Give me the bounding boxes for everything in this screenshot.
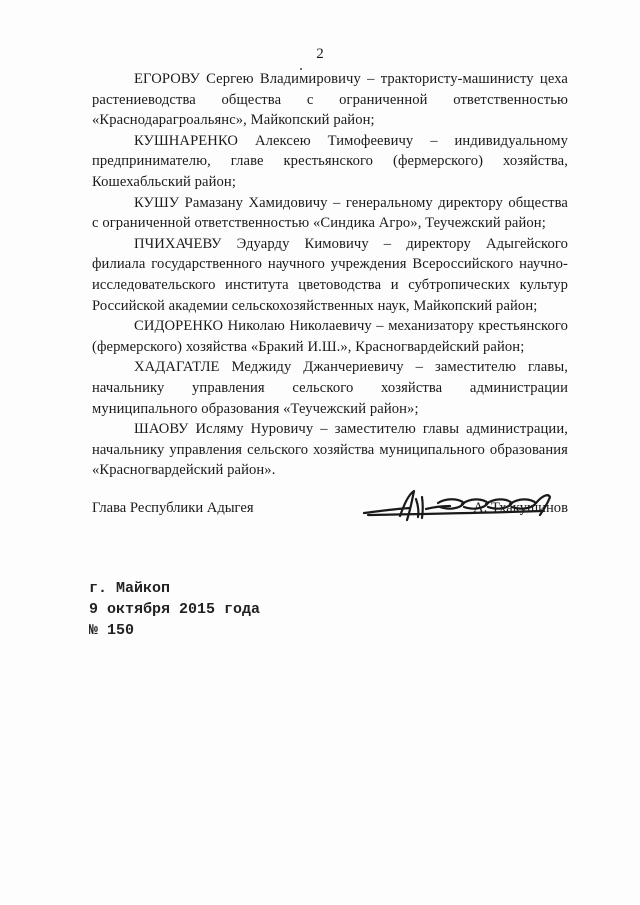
award-paragraph: КУШУ Рамазану Хамидовичу – генеральному директору общества с ограниченной ответственностью «Синдика Агро», Теучежский район;: [92, 194, 568, 232]
signatory-name: А. Тхакушинов: [473, 500, 568, 516]
award-paragraph: ПЧИХАЧЕВУ Эдуарду Кимовичу – директору Адыгейского филиала государственного научного учреждения Всероссийского научно-исследовательского института цветоводства и субтропических культур Российской академии сельскохозяйственных наук, Майкопский район;: [92, 235, 568, 314]
signatory-title: Глава Республики Адыгея: [92, 500, 254, 516]
footer-city: г. Майкоп: [89, 580, 171, 597]
footer-date: 9 октября 2015 года: [89, 601, 261, 618]
award-paragraph: ХАДАГАТЛЕ Меджиду Джанчериевичу – заместителю главы, начальнику управления сельского хозяйства администрации муниципального образования «Теучежский район»;: [92, 359, 568, 417]
signature-block: [92, 497, 568, 521]
award-list: [92, 69, 568, 481]
footer-number: № 150: [89, 622, 135, 639]
award-paragraph: ШАОВУ Исляму Нуровичу – заместителю главы администрации, начальнику управления сельского хозяйства муниципального образования «Красногвардейский район».: [92, 421, 568, 479]
award-paragraph: СИДОРЕНКО Николаю Николаевичу – механизатору крестьянского (фермерского) хозяйства «Бракий И.Ш.», Красногвардейский район;: [92, 318, 568, 355]
document-footer: [89, 578, 260, 641]
award-paragraph: КУШНАРЕНКО Алексею Тимофеевичу – индивидуальному предпринимателю, главе крестьянского (фермерского) хозяйства, Кошехабльский район;: [92, 132, 568, 190]
award-paragraph: ЕГОРОВУ Сергею Владимировичу – трактористу-машинисту цеха растениеводства общества с ограниченной ответственностью «Краснодарагроальянс», Майкопский район;: [92, 71, 568, 129]
page-number: 2: [316, 46, 324, 62]
